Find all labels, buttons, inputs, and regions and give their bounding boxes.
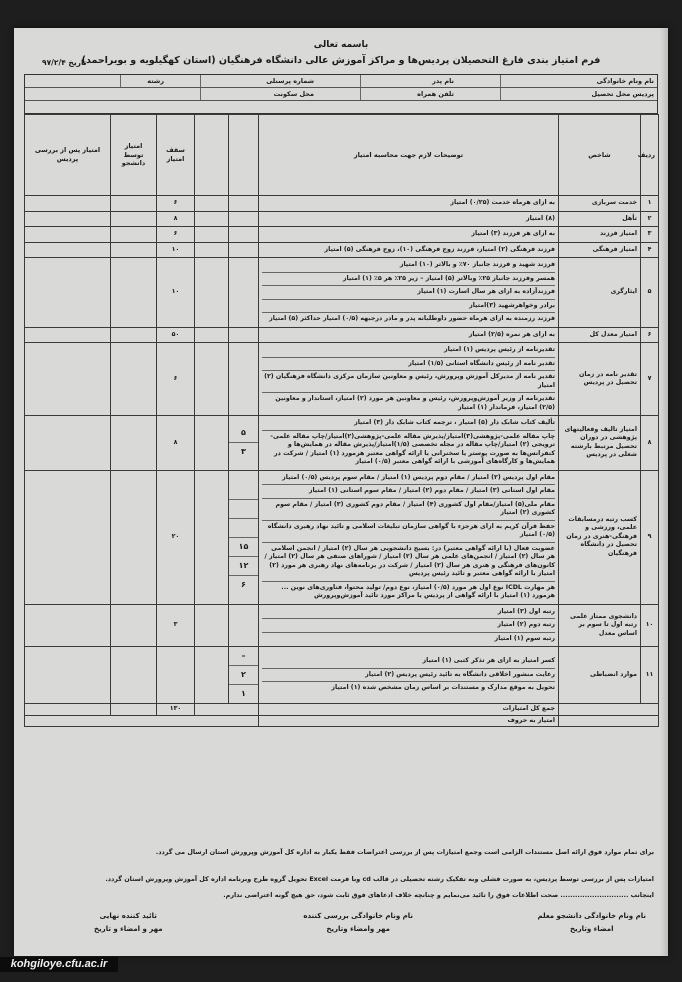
row-sub-max <box>229 470 259 604</box>
letters-row <box>25 715 659 727</box>
col-criterion: شاخص <box>559 115 641 196</box>
description-line: کسر امتیاز به ازای هر تذکر کتبی (۱) امتیاز <box>262 655 555 669</box>
row-max: ۶ <box>157 227 195 243</box>
row-description <box>259 211 559 227</box>
row-student-score <box>111 196 157 212</box>
row-sub-max <box>229 327 259 343</box>
description-line: مقام اول استانی (۳) امتیاز / مقام دوم (۲) امتیاز / مقام سوم استانی (۱) امتیاز <box>262 485 555 499</box>
total-student <box>111 704 157 716</box>
description-line: هر مهارت ICDL نوع اول هر مورد (۰/۵) امتیاز، نوع دوم/ تولید محتوا، فناوری‌های نوین ... هرمورد (۱) امتیاز با ارائه گواهی از پردیس یا مراکز مورد تائید آموزش‌وپرورش <box>281 583 555 599</box>
row-max: ۶ <box>157 343 195 416</box>
row-max: ۵۰ <box>157 327 195 343</box>
form-title: فرم امتیاز بندی فارغ التحصیلان پردیس‌ها و مراکز آموزش عالی دانشگاه فرهنگیان (استان کهگیلویه و بویراحمد) <box>81 55 601 66</box>
row-description <box>259 258 559 328</box>
row-campus-score <box>25 604 111 647</box>
info-campus-label: پردیس محل تحصیل <box>500 88 657 100</box>
student-info-box <box>24 74 658 114</box>
note-3: اینجانب ............................ صحت اطلاعات فوق را تائید می‌نمایم و چنانچه خلاف ادعاهای فوق ثابت شود، حق هیچ گونه اعتراضی ندارم. <box>223 891 654 899</box>
sub-max-value: ۱۵ <box>229 538 258 557</box>
description-line: تقدیرنامه از وزیر آموزش‌وپرورش، رئیس و معاونین هر مورد (۲) امتیاز، استاندار و معاونین (۲/۵) امتیاز، فرماندار (۱) امتیاز <box>275 395 555 411</box>
row-student-score <box>111 416 157 471</box>
row-max-spacer <box>195 604 229 647</box>
col-max-spacer <box>195 115 229 196</box>
total-spacer <box>559 704 659 716</box>
col-max: سقف امتیاز <box>157 115 195 196</box>
row-campus-score <box>25 470 111 604</box>
row-number: ۱ <box>641 196 659 212</box>
row-description <box>259 470 559 604</box>
row-description <box>259 227 559 243</box>
row-student-score <box>111 227 157 243</box>
row-max-spacer <box>195 258 229 328</box>
table-row <box>25 470 659 604</box>
signature-student-title: نام ونام خانوادگی دانشجو معلم <box>537 912 646 920</box>
info-name-label: نام ونام خانوادگی <box>500 75 657 87</box>
description-line: رتبه سوم (۱) امتیاز <box>494 634 555 642</box>
row-criterion: موارد انضباطی <box>559 647 641 704</box>
info-personnel-label: شماره پرسنلی <box>200 75 317 87</box>
info-residence-label: محل سکونت <box>200 88 317 100</box>
table-header-row <box>25 115 659 196</box>
row-number: ۱۰ <box>641 604 659 647</box>
row-criterion: امتیاز معدل کل <box>559 327 641 343</box>
row-number: ۴ <box>641 242 659 258</box>
row-sub-max <box>229 227 259 243</box>
description-line: همسر وفرزند جانباز ۲۵٪ وبالاتر (۵) امتیاز – زیر ۲۵٪ هر ۵٪ (۱) امتیاز <box>262 273 555 287</box>
row-criterion: کسب رتبه درمسابقات علمی، ورزشی و فرهنگی-هنری در زمان تحصیل در دانشگاه فرهنگیان <box>559 470 641 604</box>
description-line: مقام اول پردیس (۲) امتیاز / مقام دوم پردیس (۱) امتیاز / مقام سوم پردیس (۰/۵) امتیاز <box>262 472 555 486</box>
note-1: برای تمام موارد فوق ارائه اصل مستندات الزامی است وجمع امتیازات پس از بررسی اعتراضات فقط یکبار به اداره کل آموزش وپرورش استان ارسال می گردد. <box>155 848 654 856</box>
sub-max-value: ۲ <box>229 666 258 685</box>
total-empty <box>195 704 259 716</box>
total-row <box>25 704 659 716</box>
letters-spacer <box>559 715 659 727</box>
info-row-1 <box>25 75 657 88</box>
signature-reviewer-title: نام ونام خانوادگی بررسی کننده <box>303 912 413 920</box>
row-student-score <box>111 604 157 647</box>
row-sub-max <box>229 604 259 647</box>
signature-final <box>94 910 163 937</box>
sub-max-value <box>229 500 258 519</box>
row-campus-score <box>25 343 111 416</box>
form-date: تاریخ ۹۷/۲/۴ <box>42 58 87 67</box>
row-sub-max <box>229 647 259 704</box>
description-line: تقدیر نامه از رئیس دانشگاه استانی (۱/۵) امتیاز <box>262 358 555 372</box>
description-line: تألیف کتاب شابک دار (۵) امتیاز ، ترجمه کتاب شابک دار (۳) امتیاز <box>262 417 555 431</box>
table-row <box>25 604 659 647</box>
sub-max-value: – <box>229 647 258 666</box>
row-student-score <box>111 470 157 604</box>
signature-reviewer <box>303 910 413 937</box>
row-student-score <box>111 258 157 328</box>
row-campus-score <box>25 258 111 328</box>
row-campus-score <box>25 416 111 471</box>
row-student-score <box>111 242 157 258</box>
col-row: ردیف <box>641 115 659 196</box>
row-student-score <box>111 211 157 227</box>
row-number: ۵ <box>641 258 659 328</box>
table-row <box>25 327 659 343</box>
row-description <box>259 196 559 212</box>
col-sub <box>229 115 259 196</box>
row-description <box>259 343 559 416</box>
row-max-spacer <box>195 196 229 212</box>
signature-student-line: امضاء وتاریخ <box>569 925 614 934</box>
info-field-label: رشته <box>120 75 167 87</box>
row-criterion: تقدیر نامه در زمان تحصیل در پردیس <box>559 343 641 416</box>
col-student: امتیاز توسط دانشجو <box>111 115 157 196</box>
row-max-spacer <box>195 470 229 604</box>
row-sub-max <box>229 242 259 258</box>
info-mobile-label: تلفن همراه <box>360 88 457 100</box>
letters-label: امتیاز به حروف <box>259 715 559 727</box>
table-row <box>25 242 659 258</box>
row-max: ۸ <box>157 416 195 471</box>
total-value: ۱۳۰ <box>157 704 195 716</box>
description-line: به ازای هر فرزند (۳) امتیاز <box>471 230 555 237</box>
description-line: رعایت منشور اخلاقی دانشگاه به تائید رئیس پردیس (۲) امتیاز <box>262 669 555 683</box>
sub-max-value: ۳ <box>241 447 246 457</box>
description-line: تحویل به موقع مدارک و مستندات بر اساس زمان مشخص شده (۱) امتیاز <box>331 684 555 692</box>
row-max <box>157 647 195 704</box>
row-sub-max <box>229 416 259 471</box>
row-description <box>259 647 559 704</box>
row-criterion: امتیاز تالیف وفعالیتهای پژوهشی در دوران تحصیل مرتبط بارشته شغلی در پردیس <box>559 416 641 471</box>
sub-max-value <box>229 481 258 500</box>
note-2: امتیازات پس از بررسی توسط پردیس، به صورت فشلی وبه تفکیک رشته تحصیلی در قالب cd وبا فرمت Excel تحویل گروه طرح وبرنامه اداره کل آموزش وپرورش استان گردد. <box>105 875 654 883</box>
row-description <box>259 327 559 343</box>
sub-max-value: ۱ <box>241 689 246 698</box>
row-campus-score <box>25 647 111 704</box>
signature-final-title: تائید کننده نهایی <box>99 912 157 920</box>
document-page <box>14 28 668 956</box>
row-criterion: امتیاز فرهنگی <box>559 242 641 258</box>
table-row <box>25 343 659 416</box>
row-number: ۹ <box>641 470 659 604</box>
row-campus-score <box>25 211 111 227</box>
row-criterion: امتیاز فرزند <box>559 227 641 243</box>
description-line: رتبه دوم (۲) امتیاز <box>262 619 555 633</box>
row-max: ۸ <box>157 211 195 227</box>
table-row <box>25 211 659 227</box>
info-father-label: نام پدر <box>360 75 457 87</box>
info-row-2 <box>25 88 657 101</box>
row-description <box>259 416 559 471</box>
row-student-score <box>111 343 157 416</box>
sub-max-value <box>229 519 258 538</box>
total-label: جمع کل امتیازات <box>259 704 559 716</box>
row-sub-max <box>229 211 259 227</box>
table-row <box>25 416 659 471</box>
score-table <box>24 114 659 727</box>
signature-final-line: مهر و امضاء و تاریخ <box>94 925 163 934</box>
row-criterion: خدمت سربازی <box>559 196 641 212</box>
row-sub-max <box>229 196 259 212</box>
description-line: عضویت فعال (با ارائه گواهی معتبر) در: بسیج دانشجویی هر سال (۲) امتیاز / انجمن اسلامی هر سال (۲) امتیاز / انجمن‌های علمی هر سال (۲) امتیاز / شوراهای صنفی هر سال (۲) امتیاز / کانون‌های فرهنگی و هنری هر سال (۲) امتیاز / شرکت در برنامه‌های نهاد رهبری هر مورد (۲) امتیاز با ارائه گواهی معتبر و تائید رئیس پردیس <box>262 543 555 582</box>
row-student-score <box>111 647 157 704</box>
description-line: به ازای هر نمره (۲/۵) امتیاز <box>468 330 555 338</box>
row-max: ۳ <box>157 604 195 647</box>
row-criterion: دانشجوی ممتاز علمی رتبه اول تا سوم بر اساس معدل <box>559 604 641 647</box>
row-max: ۱۰ <box>157 258 195 328</box>
table-row <box>25 196 659 212</box>
total-campus <box>25 704 111 716</box>
table-row <box>25 647 659 704</box>
description-line: حفظ قرآن کریم به ازای هرجزء با گواهی سازمان تبلیغات اسلامی و تائید نهاد رهبری دانشگاه (۰/۵) امتیاز <box>262 521 555 543</box>
row-campus-score <box>25 327 111 343</box>
description-line: چاپ مقاله علمی-پژوهشی(۳)امتیاز/پذیرش مقاله علمی-پژوهشی(۲)امتیاز/چاپ مقاله علمی-ترویجی (۲) امتیاز/چاپ مقاله در مجله تخصصی (۱/۵)امتیاز/پذیرش مقاله در همایش‌ها و کنفرانس‌ها به صورت پوستر یا سخنرانی با ارائه گواهی معتبر هرمورد (۱) امتیاز / شرکت در همایش‌ها و کارگاه‌های آموزشی با ارائه گواهی معتبر (۰/۵) امتیاز <box>270 432 555 465</box>
row-criterion: ایثارگری <box>559 258 641 328</box>
row-max-spacer <box>195 242 229 258</box>
row-criterion: تأهل <box>559 211 641 227</box>
row-max-spacer <box>195 343 229 416</box>
row-campus-score <box>25 227 111 243</box>
description-line: به ازای هرماه خدمت (۰/۲۵) امتیاز <box>450 199 555 206</box>
row-campus-score <box>25 242 111 258</box>
table-row <box>25 227 659 243</box>
description-line: فرزند فرهنگی (۲) امتیاز، فرزند زوج فرهنگی (۱۰)، زوج فرهنگی (۵) امتیاز <box>324 245 555 253</box>
row-max-spacer <box>195 211 229 227</box>
description-line: فرزند رزمنده به ازای هرماه حضور داوطلبانه پدر و مادر درجبهه (۰/۵) امتیاز حداکثر (۵) امتیاز <box>269 315 555 322</box>
description-line: مقام ملی(۵) امتیاز/مقام اول کشوری (۴) امتیاز / مقام دوم کشوری (۳) امتیاز / مقام سوم کشوری (۲) امتیاز <box>262 499 555 521</box>
sub-max-value: ۵ <box>229 424 258 443</box>
row-number: ۲ <box>641 211 659 227</box>
row-number: ۱۱ <box>641 647 659 704</box>
row-number: ۶ <box>641 327 659 343</box>
row-sub-max <box>229 258 259 328</box>
row-max-spacer <box>195 327 229 343</box>
row-max-spacer <box>195 416 229 471</box>
description-line: فرزند شهید و فرزند جانباز ۷۰٪ و بالاتر (۱۰) امتیاز <box>262 259 555 273</box>
description-line: رتبه اول (۳) امتیاز <box>262 606 555 620</box>
table-row <box>25 258 659 328</box>
row-number: ۳ <box>641 227 659 243</box>
col-desc: توضیحات لازم جهت محاسبه امتیاز <box>259 115 559 196</box>
row-student-score <box>111 327 157 343</box>
signature-reviewer-line: مهر وامضاء وتاریخ <box>326 925 391 934</box>
col-campus: امتیاز پس از بررسی پردیس <box>25 115 111 196</box>
letters-empty <box>25 715 259 727</box>
basmala: باسمه تعالی <box>313 40 369 50</box>
sub-max-value: ۱۲ <box>229 557 258 576</box>
row-description <box>259 604 559 647</box>
description-line: برادر وخواهرشهید (۳)امتیاز <box>262 300 555 314</box>
row-max: ۶ <box>157 196 195 212</box>
description-line: فرزندآزاده به ازای هر سال اسارت (۱) امتیاز <box>262 286 555 300</box>
row-description <box>259 242 559 258</box>
row-campus-score <box>25 196 111 212</box>
description-line: تقدیر نامه از مدیرکل آموزش وپرورش، رئیس و معاونین سازمان مرکزی دانشگاه فرهنگیان (۲) امتیاز <box>262 371 555 393</box>
sub-max-value: ۶ <box>241 579 246 589</box>
row-number: ۸ <box>641 416 659 471</box>
site-watermark: kohgiloye.cfu.ac.ir <box>0 957 118 972</box>
row-sub-max <box>229 343 259 416</box>
description-line: تقدیرنامه از رئیس پردیس (۱) امتیاز <box>262 344 555 358</box>
row-max-spacer <box>195 227 229 243</box>
row-max: ۲۰ <box>157 470 195 604</box>
signature-student <box>537 910 646 937</box>
row-max-spacer <box>195 647 229 704</box>
row-max: ۱۰ <box>157 242 195 258</box>
description-line: (۸) امتیاز <box>526 214 555 222</box>
row-number: ۷ <box>641 343 659 416</box>
